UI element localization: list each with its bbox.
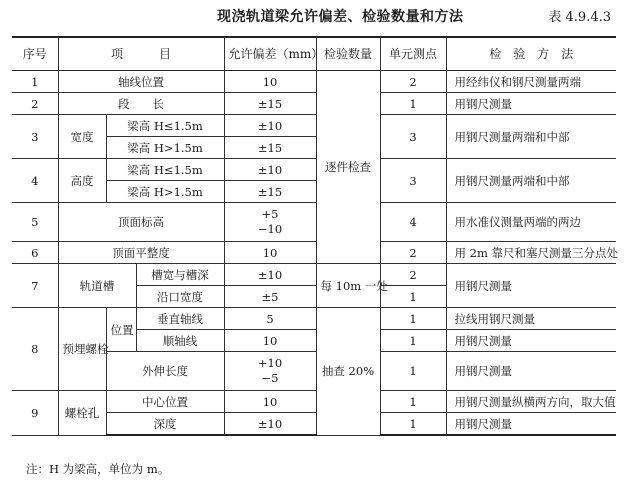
table-number: 表 4.9.4.3 <box>548 10 611 25</box>
sub-group-cell: 位置 <box>106 308 136 352</box>
method-cell: 拉线用钢尺测量 <box>446 308 616 330</box>
points-cell: 2 <box>380 71 446 93</box>
points-cell: 3 <box>380 115 446 159</box>
method-cell: 用钢尺测量两端和中部 <box>446 115 616 159</box>
sub-item-cell: 梁高 H≤1.5m <box>106 115 224 137</box>
method-cell: 用钢尺测量 <box>446 413 616 436</box>
tolerance-cell: 10 <box>224 330 316 352</box>
table-row <box>12 264 616 286</box>
points-cell: 1 <box>380 286 446 308</box>
points-cell: 1 <box>380 413 446 436</box>
header-method: 检 验 方 法 <box>446 37 616 71</box>
points-cell: 2 <box>380 264 446 286</box>
item-cell: 段 长 <box>58 93 224 115</box>
group-cell: 轨道槽 <box>58 264 136 308</box>
table-row <box>12 203 616 242</box>
method-cell: 用 2m 靠尺和塞尺测量三分点处 <box>446 242 616 264</box>
sub-item-cell: 外伸长度 <box>106 352 224 391</box>
method-cell: 用钢尺测量 <box>446 264 616 308</box>
sub-item-cell: 垂直轴线 <box>136 308 224 330</box>
method-cell: 用水准仪测量两端的两边 <box>446 203 616 242</box>
sub-item-cell: 深度 <box>106 413 224 436</box>
item-cell: 顶面标高 <box>58 203 224 242</box>
tolerance-cell: 10 <box>224 71 316 93</box>
tolerance-cell: ±10 <box>224 413 316 436</box>
tolerance-cell: ±10 <box>224 159 316 181</box>
sub-item-cell: 梁高 H≤1.5m <box>106 159 224 181</box>
tolerance-cell: ±15 <box>224 93 316 115</box>
points-cell: 3 <box>380 159 446 203</box>
table-row <box>12 308 616 330</box>
seq-cell: 3 <box>12 115 58 159</box>
tolerance-cell: 5 <box>224 308 316 330</box>
method-cell: 用经纬仪和钢尺测量两端 <box>446 71 616 93</box>
table-row <box>12 242 616 264</box>
check-qty-sample-20: 抽查 20% <box>316 308 380 436</box>
tolerance-cell: ±15 <box>224 137 316 159</box>
points-cell: 4 <box>380 203 446 242</box>
tolerance-cell: 10 <box>224 391 316 413</box>
method-cell: 用钢尺测量纵横两方向，取大值 <box>446 391 616 413</box>
seq-cell: 6 <box>12 242 58 264</box>
points-cell: 1 <box>380 352 446 391</box>
header-points: 单元测点 <box>380 37 446 71</box>
method-cell: 用钢尺测量 <box>446 330 616 352</box>
header-seq: 序号 <box>12 37 58 71</box>
header-item: 项 目 <box>58 37 224 71</box>
table-row <box>12 391 616 413</box>
method-cell: 用钢尺测量 <box>446 352 616 391</box>
tolerance-lower: −5 <box>261 371 279 385</box>
tolerance-table <box>12 36 619 436</box>
sub-item-cell: 槽宽与槽深 <box>136 264 224 286</box>
table-row <box>12 93 616 115</box>
tolerance-upper: +10 <box>257 356 283 370</box>
table-row <box>12 159 616 181</box>
sub-item-cell: 沿口宽度 <box>136 286 224 308</box>
sub-item-cell: 梁高 H>1.5m <box>106 137 224 159</box>
seq-cell: 1 <box>12 71 58 93</box>
group-cell: 高度 <box>58 159 106 203</box>
points-cell: 1 <box>380 330 446 352</box>
tolerance-cell: 10 <box>224 242 316 264</box>
header-tolerance: 允许偏差（mm） <box>224 37 316 71</box>
seq-cell: 4 <box>12 159 58 203</box>
table-row <box>12 71 616 93</box>
item-cell: 顶面平整度 <box>58 242 224 264</box>
table-note: 注：H 为梁高，单位为 m。 <box>26 462 170 476</box>
method-cell: 用钢尺测量两端和中部 <box>446 159 616 203</box>
method-cell: 用钢尺测量 <box>446 93 616 115</box>
points-cell: 1 <box>380 391 446 413</box>
tolerance-cell: ±10 <box>224 264 316 286</box>
tolerance-upper: +5 <box>261 207 279 221</box>
points-cell: 2 <box>380 242 446 264</box>
sub-item-cell: 梁高 H>1.5m <box>106 181 224 203</box>
seq-cell: 9 <box>12 391 58 436</box>
group-cell: 预埋螺栓 <box>58 308 106 391</box>
points-cell: 1 <box>380 308 446 330</box>
group-cell: 宽度 <box>58 115 106 159</box>
tolerance-cell <box>224 203 316 242</box>
tolerance-lower: −10 <box>257 222 283 236</box>
tolerance-cell: ±15 <box>224 181 316 203</box>
seq-cell: 8 <box>12 308 58 391</box>
sub-item-cell: 中心位置 <box>106 391 224 413</box>
check-qty-every-piece: 逐件检查 <box>316 71 380 264</box>
points-cell: 1 <box>380 93 446 115</box>
table-title-bar <box>0 6 625 26</box>
seq-cell: 2 <box>12 93 58 115</box>
seq-cell: 5 <box>12 203 58 242</box>
table-title: 现浇轨道梁允许偏差、检验数量和方法 <box>217 9 464 25</box>
header-check-qty: 检验数量 <box>316 37 380 71</box>
item-cell: 轴线位置 <box>58 71 224 93</box>
check-qty-every-10m: 每 10m 一处 <box>316 264 380 308</box>
group-cell: 螺栓孔 <box>58 391 106 436</box>
sub-item-cell: 顺轴线 <box>136 330 224 352</box>
tolerance-cell <box>224 352 316 391</box>
tolerance-cell: ±5 <box>224 286 316 308</box>
table-row <box>12 115 616 137</box>
header-row <box>12 37 616 71</box>
seq-cell: 7 <box>12 264 58 308</box>
tolerance-cell: ±10 <box>224 115 316 137</box>
